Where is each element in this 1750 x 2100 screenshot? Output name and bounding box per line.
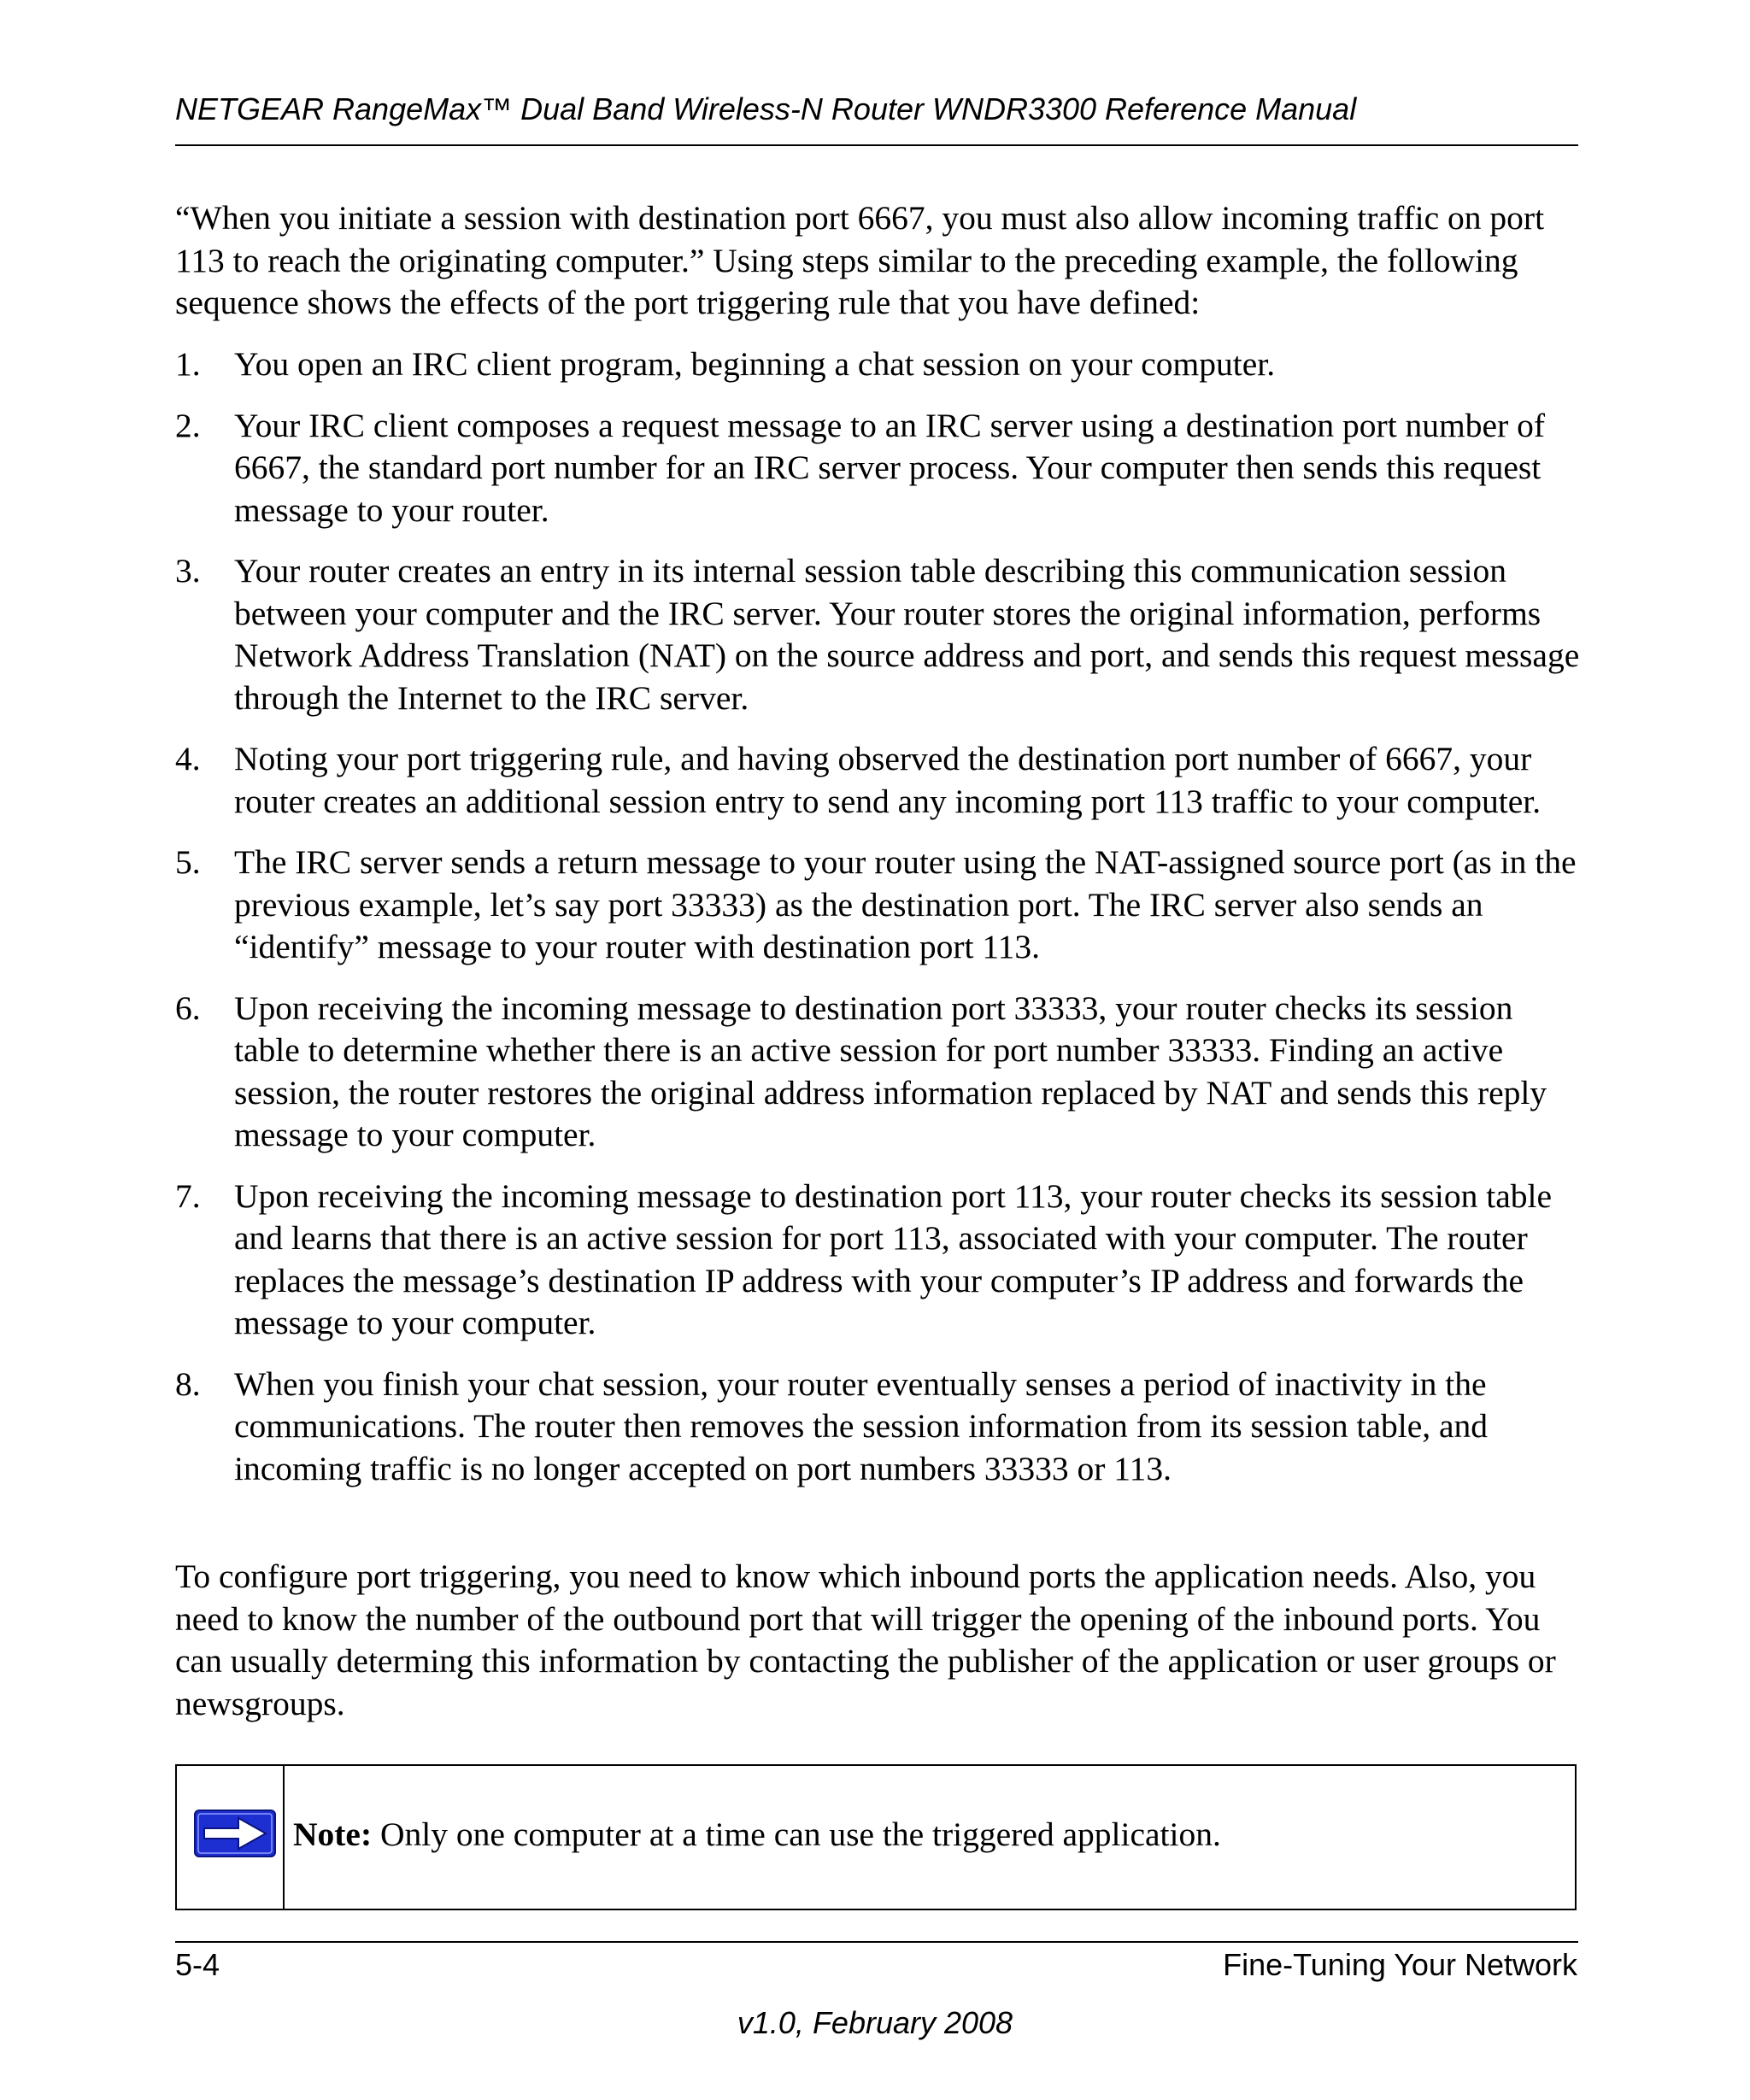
step-text: Your router creates an entry in its internal session table describing this communication session between your computer and the IRC server. Your router stores the original information, performs Network Address Translation (NAT) on the source address and port, and sends this request message through the Internet to the IRC server. [234,552,1580,717]
step-number: 8. [175,1364,201,1403]
step-number: 4. [175,740,201,777]
step-number: 7. [175,1176,201,1215]
step-text: Upon receiving the incoming message to destination port 33333, your router checks its session table to determine whether there is an active session for port number 33333. Finding an active session, the router restores the original address information replaced by NAT and sends this reply message to your computer. [234,988,1547,1153]
footer-rule [175,1941,1578,1943]
version-label: v1.0, February 2008 [737,2005,1013,2040]
header-rule [175,144,1578,146]
step-text: You open an IRC client program, beginning a chat session on your computer. [234,345,1276,383]
list-item [175,1176,1585,1345]
list-item [175,405,1585,532]
step-text: Upon receiving the incoming message to destination port 113, your router checks its session table and learns that there is an active session for port 113, associated with your computer. The router replaces the message’s destination IP address with your computer’s IP address and forwards the message to your computer. [234,1176,1552,1341]
arrow-right-icon [194,1810,276,1857]
step-number: 1. [175,345,201,383]
note-text [293,1814,1221,1857]
step-number: 5. [175,843,201,881]
intro-paragraph: “When you initiate a session with destination port 6667, you must also allow incoming traffic on port 113 to reach the originating computer.” Using steps similar to the preceding example, the following sequence shows the effects of the port triggering rule that you have defined: [175,199,1545,321]
list-item [175,343,1585,386]
steps-list [175,343,1585,1509]
step-number: 3. [175,552,201,590]
step-number: 6. [175,988,201,1027]
step-number: 2. [175,406,201,444]
step-text: The IRC server sends a return message to your router using the NAT-assigned source port (as in the previous example, let’s say port 33333) as the destination port. The IRC server also sends an “identify” message to your router with destination port 113. [234,843,1577,965]
list-item [175,738,1585,823]
step-text: When you finish your chat session, your router eventually senses a period of inactivity in the communications. The router then removes the session information from its session table, and incoming traffic is no longer accepted on port numbers 33333 or 113. [234,1364,1489,1487]
step-text: Noting your port triggering rule, and having observed the destination port number of 6667, your router creates an additional session entry to send any incoming port 113 traffic to your computer. [234,740,1542,820]
section-title: Fine-Tuning Your Network [1223,1947,1577,1982]
note-divider [283,1766,285,1909]
outro-paragraph: To configure port triggering, you need to know which inbound ports the application needs. Also, you need to know the number of the outbound port that will trigger the opening of the inbound ports. You can usually determing this information by contacting the publisher of the application or user groups or newsgroups. [175,1557,1556,1722]
list-item [175,550,1585,719]
note-box [175,1764,1577,1910]
header-title: NETGEAR RangeMax™ Dual Band Wireless-N Router WNDR3300 Reference Manual [175,91,1357,126]
step-text: Your IRC client composes a request message to an IRC server using a destination port number of 6667, the standard port number for an IRC server process. Your computer then sends this request message to your router. [234,406,1546,529]
list-item [175,988,1585,1157]
note-label: Note: [293,1816,373,1853]
list-item [175,1364,1585,1491]
note-body: Only one computer at a time can use the triggered application. [372,1816,1221,1853]
page-number: 5-4 [175,1947,220,1982]
list-item [175,842,1585,969]
